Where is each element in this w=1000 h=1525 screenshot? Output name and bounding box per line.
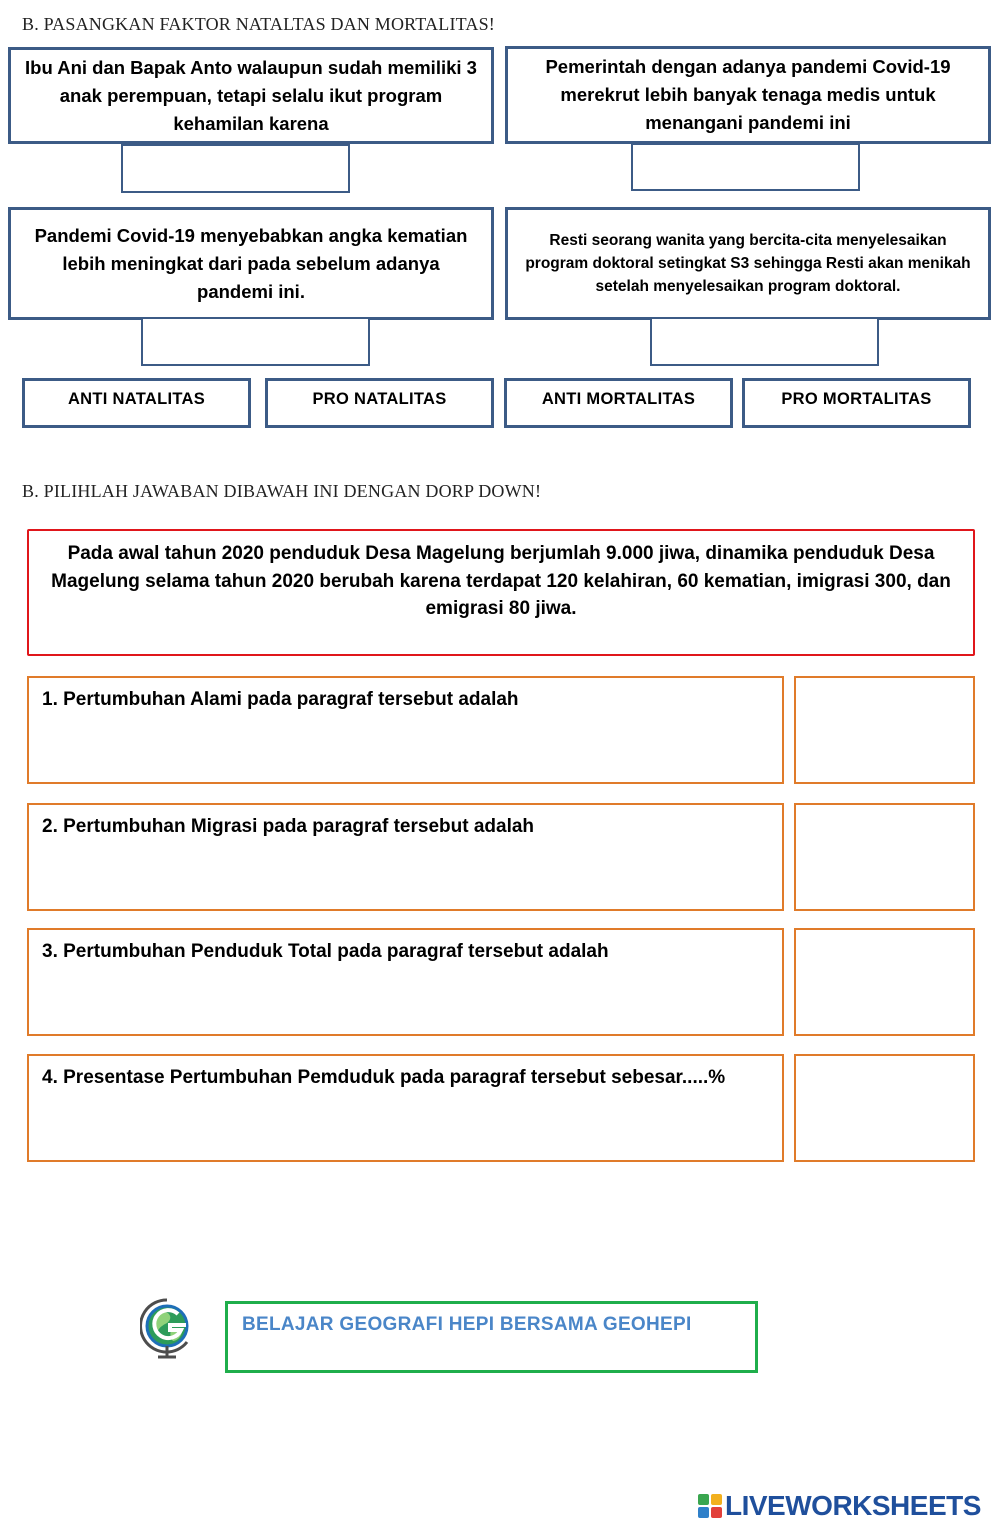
geohepi-globe-icon: [140, 1296, 194, 1362]
passage-text: Pada awal tahun 2020 penduduk Desa Magelung berjumlah 9.000 jiwa, dinamika penduduk Desa Magelung selama tahun 2020 berubah karena terdapat 120 kelahiran, 60 kematian, imigrasi 300, dan emigrasi 80 jiwa.: [51, 543, 951, 619]
statement-card-3: [8, 207, 494, 320]
section-2-heading: B. PILIHLAH JAWABAN DIBAWAH INI DENGAN DORP DOWN!: [22, 481, 542, 501]
statement-card-4: [505, 207, 991, 320]
question-3-text: 3. Pertumbuhan Penduduk Total pada paragraf tersebut adalah: [42, 941, 609, 962]
statement-card-3-text: Pandemi Covid-19 menyebabkan angka kematian lebih meningkat dari pada sebelum adanya pandemi ini.: [34, 224, 468, 302]
answer-dropdown-3[interactable]: [794, 928, 975, 1036]
answer-dropdown-1[interactable]: [794, 676, 975, 784]
statement-card-1: [8, 47, 494, 144]
question-1-text: 1. Pertumbuhan Alami pada paragraf tersebut adalah: [42, 689, 519, 710]
statement-card-4-text: Resti seorang wanita yang bercita-cita menyelesaikan program doktoral setingkat S3 sehingga Resti akan menikah setelah menyelesaikan program doktoral.: [525, 232, 971, 295]
answer-dropdown-4[interactable]: [794, 1054, 975, 1162]
statement-card-1-text: Ibu Ani dan Bapak Anto walaupun sudah memiliki 3 anak perempuan, tetapi selalu ikut program kehamilan karena: [25, 56, 477, 134]
statement-card-2-text: Pemerintah dengan adanya pandemi Covid-19 merekrut lebih banyak tenaga medis untuk menangani pandemi ini: [545, 56, 951, 133]
geohepi-banner-text: BELAJAR GEOGRAFI HEPI BERSAMA GEOHEPI: [242, 1314, 692, 1335]
option-anti-mortalitas[interactable]: [504, 378, 733, 428]
option-pro-natalitas-label: PRO NATALITAS: [312, 390, 447, 408]
question-3: [27, 928, 784, 1036]
liveworksheets-logo: [698, 1489, 981, 1523]
drop-target-1[interactable]: [121, 144, 350, 193]
drop-target-3[interactable]: [141, 317, 370, 366]
question-2: [27, 803, 784, 911]
option-pro-mortalitas[interactable]: [742, 378, 971, 428]
drop-target-2[interactable]: [631, 143, 860, 191]
section-1-heading: B. PASANGKAN FAKTOR NATALTAS DAN MORTALITAS!: [22, 14, 496, 34]
option-anti-natalitas[interactable]: [22, 378, 251, 428]
question-1: [27, 676, 784, 784]
passage-box: [27, 529, 975, 656]
statement-card-2: [505, 46, 991, 144]
option-anti-mortalitas-label: ANTI MORTALITAS: [541, 390, 696, 408]
question-4: [27, 1054, 784, 1162]
option-pro-natalitas[interactable]: [265, 378, 494, 428]
question-4-text: 4. Presentase Pertumbuhan Pemduduk pada paragraf tersebut sebesar.....%: [42, 1067, 726, 1088]
drop-target-4[interactable]: [650, 317, 879, 366]
liveworksheets-brand-text: LIVEWORKSHEETS: [725, 1490, 981, 1521]
liveworksheets-blocks-icon: [698, 1494, 722, 1518]
geohepi-banner: [225, 1301, 758, 1373]
option-anti-natalitas-label: ANTI NATALITAS: [67, 390, 206, 408]
question-2-text: 2. Pertumbuhan Migrasi pada paragraf tersebut adalah: [42, 816, 535, 837]
answer-dropdown-2[interactable]: [794, 803, 975, 911]
option-pro-mortalitas-label: PRO MORTALITAS: [781, 390, 932, 408]
